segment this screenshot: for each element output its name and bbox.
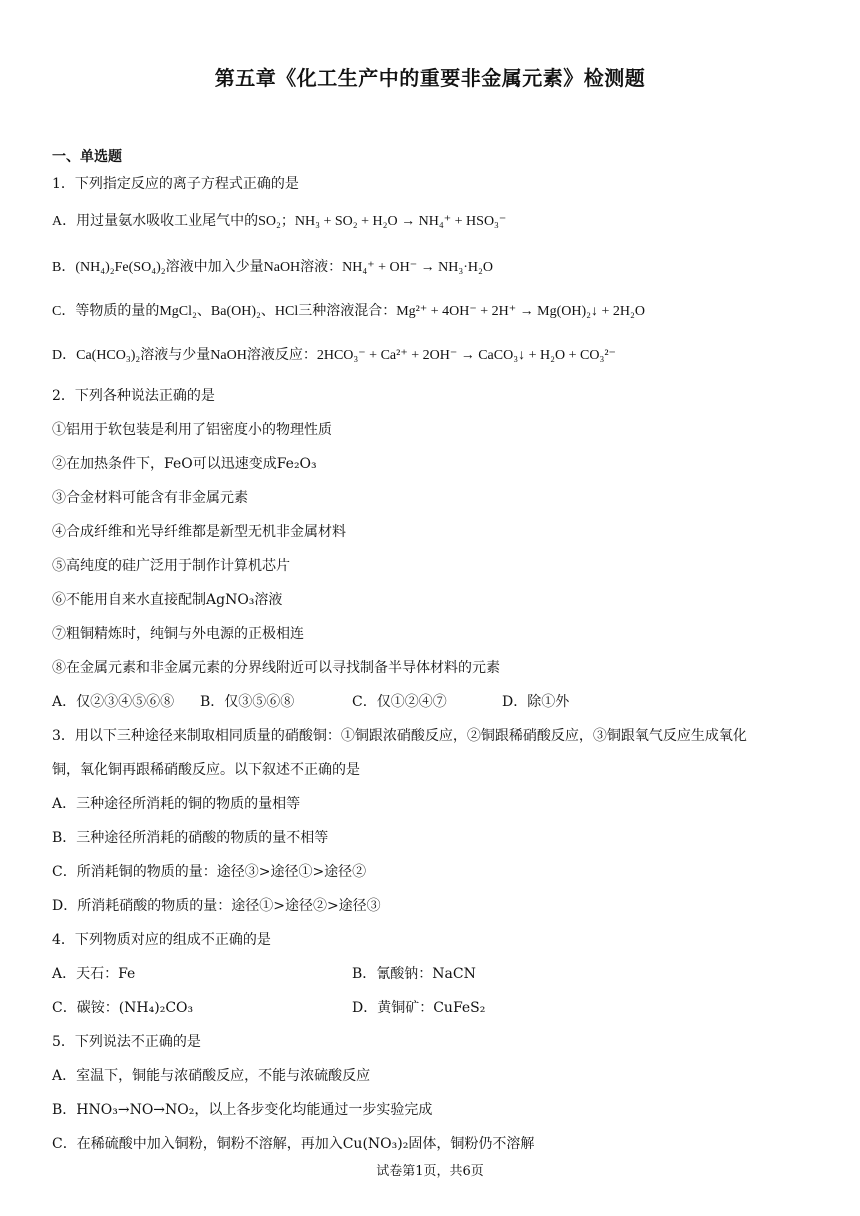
q4-option-c: C．碳铵：(NH₄)₂CO₃ xyxy=(52,1000,194,1016)
q2-item: ③合金材料可能含有非金属元素 xyxy=(52,490,248,506)
q4-option-a: A．天石：Fe xyxy=(52,966,136,982)
q2-item: ⑦粗铜精炼时，纯铜与外电源的正极相连 xyxy=(52,626,304,642)
q3-option-a: A．三种途径所消耗的铜的物质的量相等 xyxy=(52,796,301,812)
q2-item: ⑥不能用自来水直接配制AgNO₃溶液 xyxy=(52,592,283,608)
section-heading: 一、单选题 xyxy=(52,149,122,165)
q2-option-c: C．仅①②④⑦ xyxy=(352,694,447,710)
q2-item: ⑧在金属元素和非金属元素的分界线附近可以寻找制备半导体材料的元素 xyxy=(52,660,500,676)
q4-option-b: B．氰酸钠：NaCN xyxy=(352,966,476,982)
q5-stem: 5．下列说法不正确的是 xyxy=(52,1034,201,1050)
q2-option-a: A．仅②③④⑤⑥⑧ xyxy=(52,694,175,710)
q5-option-a: A．室温下，铜能与浓硝酸反应，不能与浓硫酸反应 xyxy=(52,1068,371,1084)
q5-option-c: C．在稀硫酸中加入铜粉，铜粉不溶解，再加入Cu(NO₃)₂固体，铜粉仍不溶解 xyxy=(52,1136,535,1152)
q2-stem: 2．下列各种说法正确的是 xyxy=(52,388,215,404)
q2-item: ④合成纤维和光导纤维都是新型无机非金属材料 xyxy=(52,524,346,540)
q1-option-a: A．用过量氨水吸收工业尾气中的SO₂；NH₃ + SO₂ + H₂O → NH₄⁺ + HSO₃⁻ xyxy=(52,214,507,229)
q4-option-d: D．黄铜矿：CuFeS₂ xyxy=(352,1000,486,1016)
q2-option-d: D．除①外 xyxy=(502,694,570,710)
q2-item: ⑤高纯度的硅广泛用于制作计算机芯片 xyxy=(52,558,290,574)
q3-option-d: D．所消耗硝酸的物质的量：途径①>途径②>途径③ xyxy=(52,898,381,914)
q2-option-b: B．仅③⑤⑥⑧ xyxy=(200,694,295,710)
q1-option-b: B．(NH₄)₂Fe(SO₄)₂溶液中加入少量NaOH溶液：NH₄⁺ + OH⁻ → NH₃·H₂O xyxy=(52,260,494,275)
q4-stem: 4．下列物质对应的组成不正确的是 xyxy=(52,932,271,948)
q3-stem: 3．用以下三种途径来制取相同质量的硝酸铜：①铜跟浓硝酸反应，②铜跟稀硝酸反应，③铜跟氧气反应生成氧化 xyxy=(52,728,747,744)
q2-item: ①铝用于软包装是利用了铝密度小的物理性质 xyxy=(52,422,332,438)
q1-option-c: C．等物质的量的MgCl₂、Ba(OH)₂、HCl三种溶液混合：Mg²⁺ + 4OH⁻ + 2H⁺ → Mg(OH)₂↓ + 2H₂O xyxy=(52,304,646,319)
q3-option-c: C．所消耗铜的物质的量：途径③>途径①>途径② xyxy=(52,864,367,880)
q3-option-b: B．三种途径所消耗的硝酸的物质的量不相等 xyxy=(52,830,329,846)
q5-option-b: B．HNO₃→NO→NO₂，以上各步变化均能通过一步实验完成 xyxy=(52,1102,433,1118)
page-footer: 试卷第1页，共6页 xyxy=(376,1164,484,1179)
q1-option-d: D．Ca(HCO₃)₂溶液与少量NaOH溶液反应：2HCO₃⁻ + Ca²⁺ + 2OH⁻ → CaCO₃↓ + H₂O + CO₃²⁻ xyxy=(52,348,616,363)
q1-stem: 1．下列指定反应的离子方程式正确的是 xyxy=(52,176,299,192)
page-title: 第五章《化工生产中的重要非金属元素》检测题 xyxy=(214,66,646,90)
q3-stem-cont: 铜，氧化铜再跟稀硝酸反应。以下叙述不正确的是 xyxy=(52,762,360,778)
q2-item: ②在加热条件下，FeO可以迅速变成Fe₂O₃ xyxy=(52,456,317,472)
